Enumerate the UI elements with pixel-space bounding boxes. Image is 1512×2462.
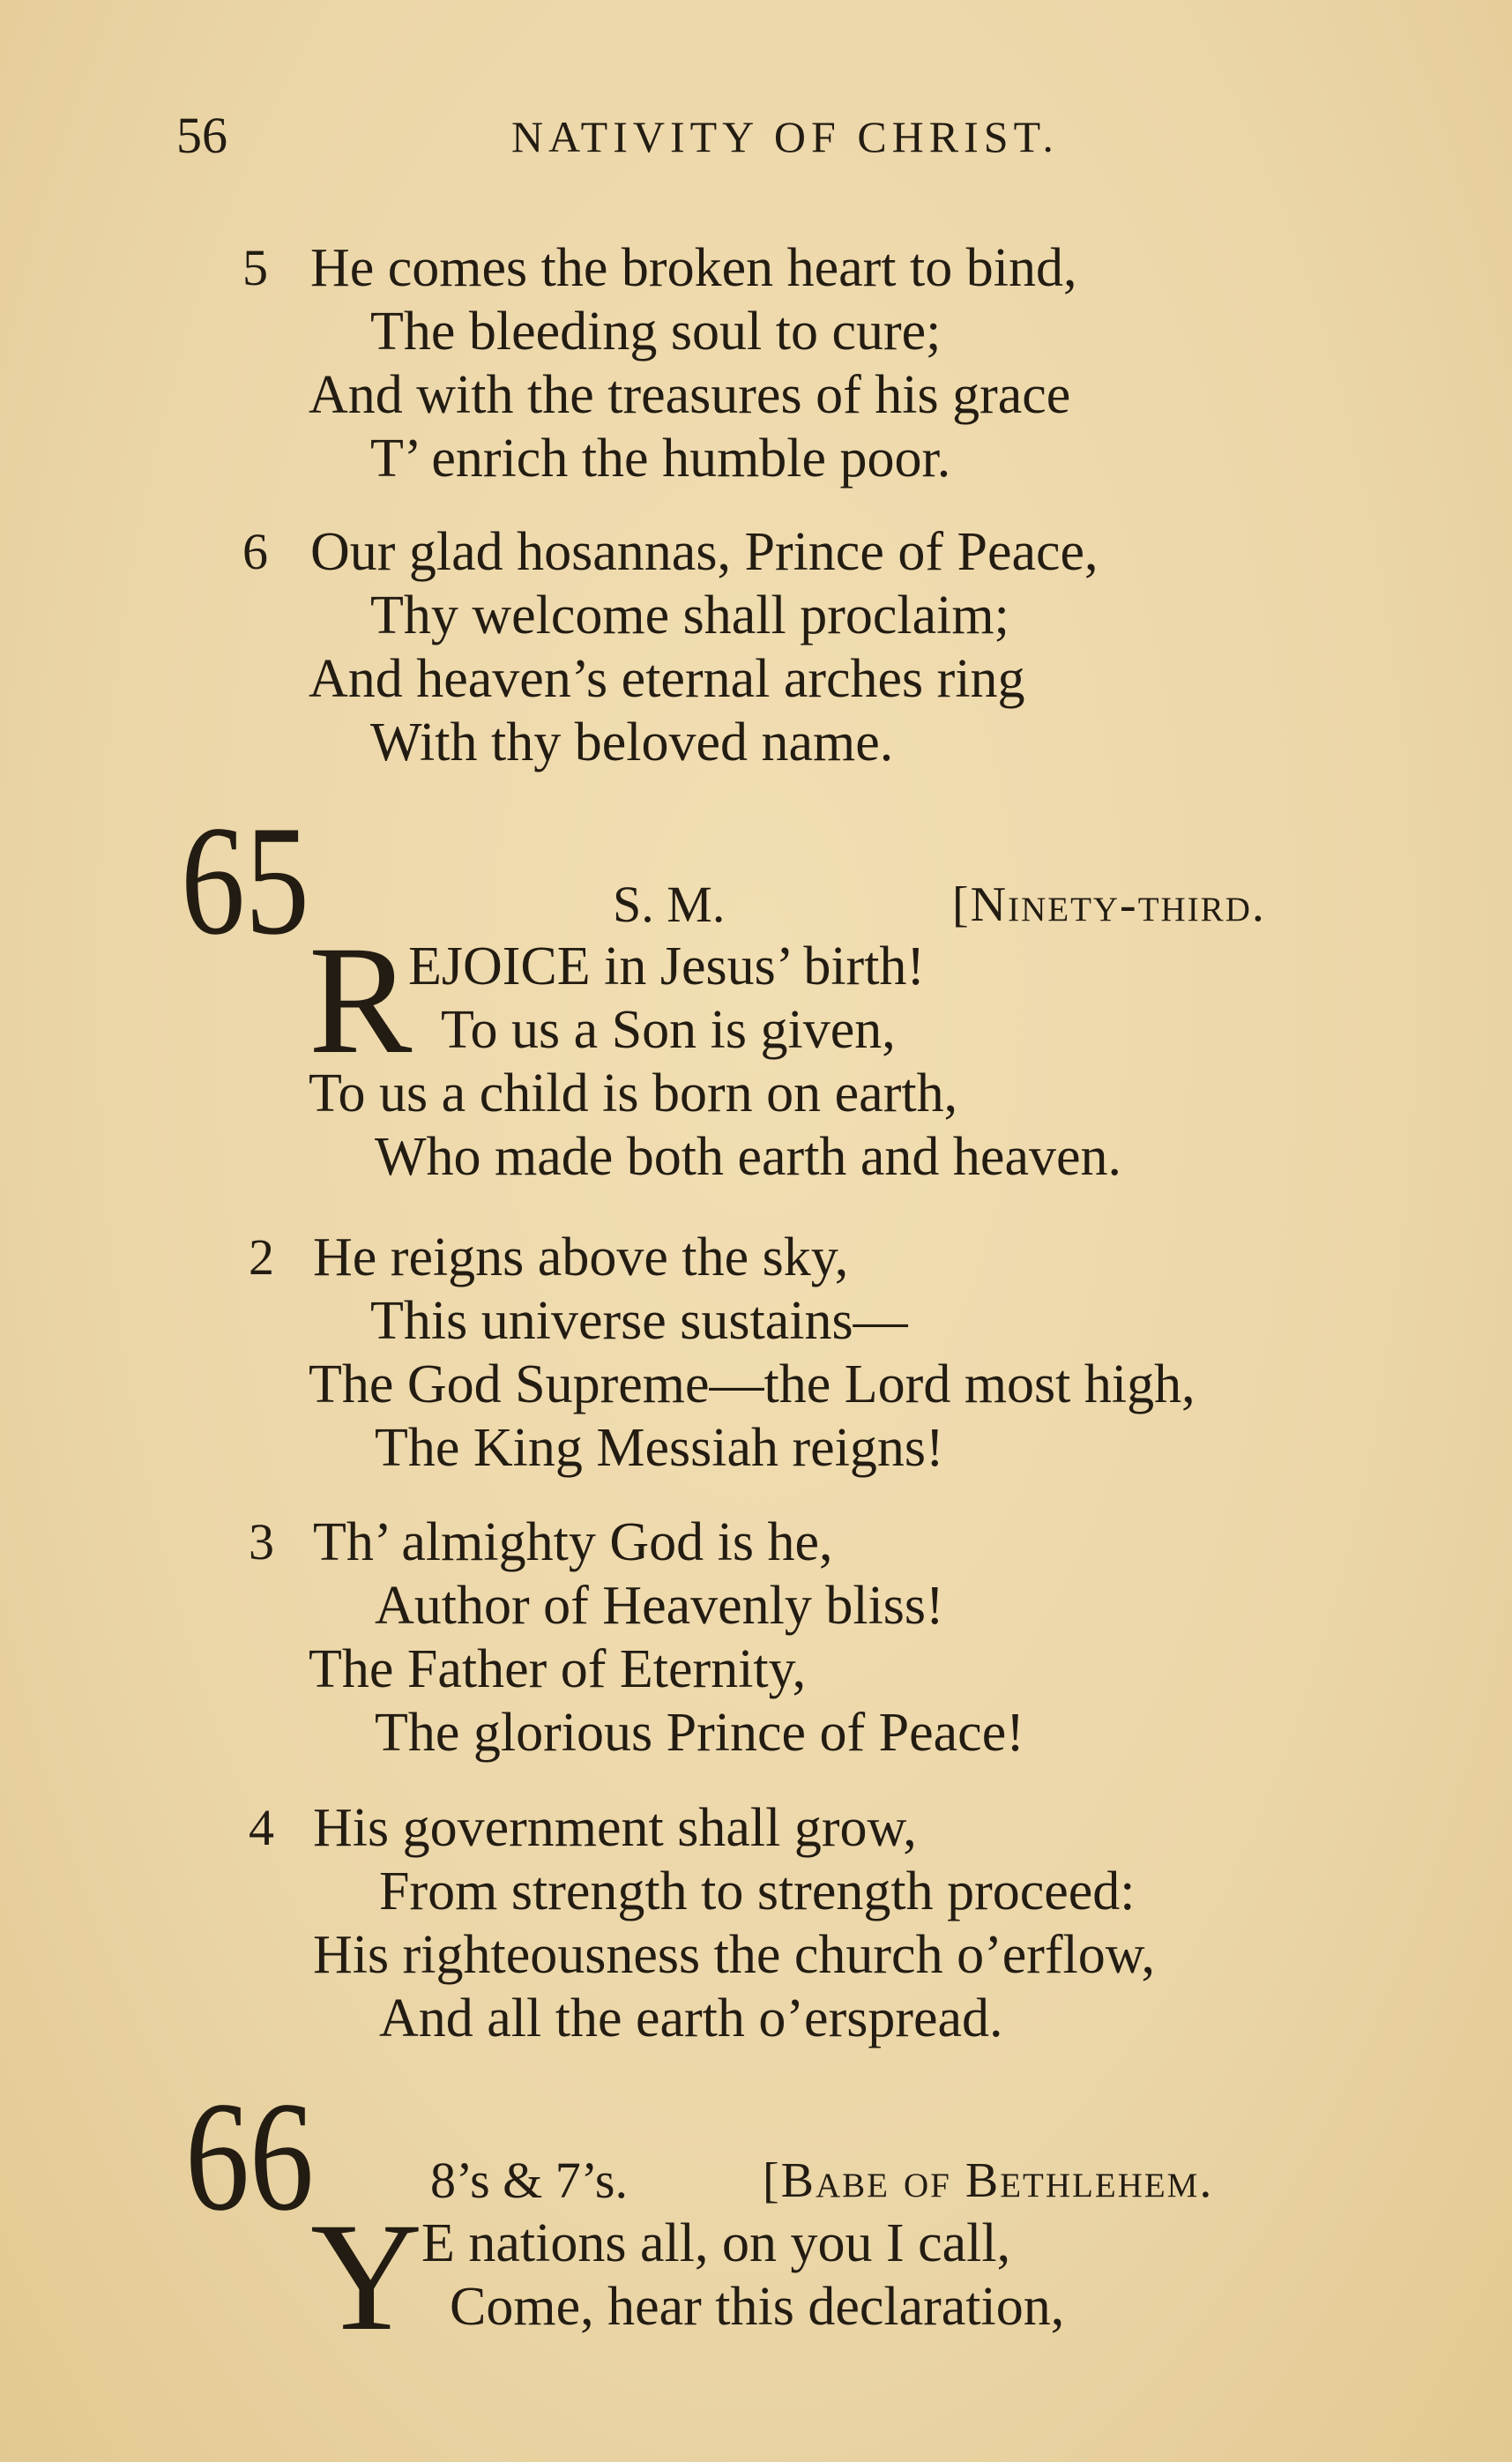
hymn-meter: S. M. — [613, 876, 726, 933]
tune-name: [Babe of Bethlehem. — [763, 2153, 1214, 2208]
running-title: NATIVITY OF CHRIST. — [511, 112, 1059, 161]
verse-line: Come, hear this declaration, — [450, 2277, 1065, 2337]
verse-line: This universe sustains— — [370, 1291, 908, 1351]
verse-line: From strength to strength proceed: — [379, 1861, 1136, 1921]
verse-line: Who made both earth and heaven. — [375, 1127, 1121, 1187]
verse-number: 5 — [242, 239, 268, 296]
verse-number: 3 — [249, 1513, 274, 1570]
tune-name: [Ninety-third. — [952, 877, 1266, 932]
verse-line: The glorious Prince of Peace! — [375, 1703, 1024, 1763]
verse-number: 4 — [249, 1799, 274, 1856]
hymn-number: 66 — [185, 2069, 314, 2243]
verse-number: 2 — [249, 1228, 274, 1286]
verse-line: E nations all, on you I call, — [421, 2213, 1011, 2273]
verse-line: And all the earth o’erspread. — [379, 1988, 1003, 2048]
page-number: 56 — [176, 107, 227, 164]
drop-cap: Y — [310, 2191, 423, 2363]
verse-line: The Father of Eternity, — [309, 1639, 807, 1699]
page-header — [176, 106, 1322, 176]
verse-line: Author of Heavenly bliss! — [375, 1576, 944, 1636]
verse-line: And heaven’s eternal arches ring — [309, 649, 1025, 709]
hymn-meter: 8’s & 7’s. — [430, 2152, 628, 2209]
verse-line: And with the treasures of his grace — [309, 365, 1071, 425]
verse-line: The King Messiah reigns! — [375, 1418, 944, 1478]
verse-line: The God Supreme—the Lord most high, — [309, 1354, 1195, 1414]
verse-line: Th’ almighty God is he, — [313, 1512, 833, 1572]
verse-line: Our glad hosannas, Prince of Peace, — [310, 522, 1099, 582]
verse-line: Thy welcome shall proclaim; — [370, 586, 1009, 645]
verse-line: With thy beloved name. — [370, 712, 894, 772]
verse-line: EJOICE in Jesus’ birth! — [408, 936, 926, 996]
drop-cap: R — [309, 914, 413, 1086]
verse-line: T’ enrich the humble poor. — [370, 429, 951, 489]
hymn-number: 65 — [181, 793, 309, 967]
verse-line: He comes the broken heart to bind, — [310, 238, 1077, 298]
verse-line: His government shall grow, — [313, 1798, 917, 1858]
verse-line: To us a child is born on earth, — [309, 1063, 958, 1123]
verse-line: The bleeding soul to cure; — [370, 302, 942, 362]
verse-number: 6 — [242, 523, 268, 580]
verse-line: To us a Son is given, — [441, 1000, 896, 1060]
verse-line: His righteousness the church o’erflow, — [313, 1925, 1156, 1985]
verse-line: He reigns above the sky, — [313, 1227, 849, 1287]
